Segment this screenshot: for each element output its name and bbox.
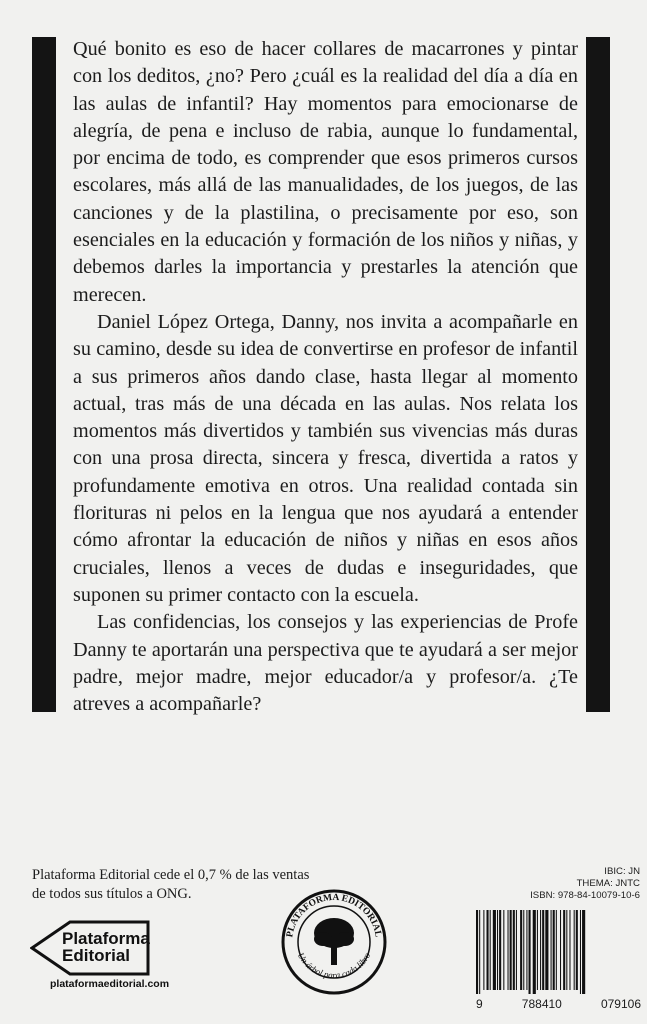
isbn-code: ISBN: 978-84-10079-10-6 bbox=[530, 890, 640, 901]
tree-icon bbox=[314, 918, 354, 965]
donation-note-line-2: de todos sus títulos a ONG. bbox=[32, 886, 192, 902]
barcode-bar bbox=[542, 910, 544, 990]
donation-note-line-1: Plataforma Editorial cede el 0,7 % de las ventas bbox=[32, 867, 310, 883]
barcode-bar bbox=[503, 910, 504, 990]
barcode-bar bbox=[540, 910, 541, 990]
isbn-barcode bbox=[470, 910, 642, 996]
barcode-bar bbox=[476, 910, 478, 994]
barcode-bar bbox=[526, 910, 527, 990]
barcode-bar bbox=[545, 910, 548, 990]
publisher-logo bbox=[30, 918, 220, 996]
barcode-bar bbox=[566, 910, 567, 990]
barcode-bar bbox=[499, 910, 501, 990]
publisher-logo-line-2: Editorial bbox=[62, 946, 131, 965]
barcode-bar bbox=[479, 910, 480, 994]
barcode-bar bbox=[513, 910, 515, 990]
barcode-bar bbox=[487, 910, 489, 990]
publisher-logo-wordmark bbox=[62, 930, 150, 964]
left-decorative-bar bbox=[32, 37, 56, 712]
barcode-digits-group-2: 079106 bbox=[600, 997, 641, 1011]
barcode-bar bbox=[493, 910, 496, 990]
thema-code: THEMA: JNTC bbox=[576, 878, 640, 889]
barcode-bar bbox=[553, 910, 555, 990]
barcode-bar bbox=[582, 910, 585, 994]
barcode-bar bbox=[510, 910, 512, 990]
classification-codes bbox=[470, 866, 640, 902]
barcode-bar bbox=[490, 910, 491, 990]
barcode-bar bbox=[529, 910, 531, 994]
right-decorative-bar bbox=[586, 37, 610, 712]
seal-top-text: PLATAFORMA EDITORIAL bbox=[285, 892, 383, 939]
barcode-bar bbox=[574, 910, 575, 990]
barcode-bar bbox=[560, 910, 561, 990]
seal-bottom-text: Un árbol para cada libro bbox=[295, 950, 373, 981]
blurb-paragraph-2: Daniel López Ortega, Danny, nos invita a acompañarle en su camino, desde su idea de convertirse en profesor de infantil a sus primeros años dando clase, hasta llegar al momento actual, tras más de una década en las aulas. Nos relata los momentos más divertidos y también sus vivencias más duras con una prosa directa, sincera y fresca, divertida a ratos y profundamente emotiva en otros. Una realidad contada sin florituras ni pelos en la lengua que nos ayudará a entender cómo afrontar la educación de niños y niñas en esos años cruciales, llenos a veces de dudas e inseguridades, que suponen su primer contacto con la escuela. bbox=[73, 310, 578, 606]
back-cover-blurb bbox=[73, 36, 578, 718]
barcode-bar bbox=[556, 910, 557, 990]
barcode-digits-group-1: 788410 bbox=[521, 997, 562, 1011]
barcode-bar bbox=[516, 910, 517, 990]
ibic-code: IBIC: JN bbox=[604, 866, 640, 877]
tree-seal bbox=[279, 887, 389, 997]
barcode-bar bbox=[580, 910, 581, 994]
blurb-paragraph-1: Qué bonito es eso de hacer collares de macarrones y pintar con los deditos, ¿no? Pero ¿cuál es la realidad del día a día en las aulas de infantil? Hay momentos para emocionarse de alegría, de pena e incluso de rabia, aunque lo fundamental, por encima de todo, es comprender que esos primeros cursos escolares, más allá de las manualidades, de los juegos, de las canciones y de la plastilina, o precisamente por eso, son esenciales en la educación y formación de los niños y niñas, y debemos darles la importancia y prestarles la atención que merecen. bbox=[73, 38, 578, 306]
barcode-bar bbox=[508, 910, 509, 990]
barcode-bar bbox=[569, 910, 570, 990]
publisher-logo-line-1: Plataforma bbox=[62, 929, 150, 948]
barcode-bar bbox=[563, 910, 565, 990]
barcode-digits bbox=[476, 997, 641, 1011]
blurb-paragraph-3: Las confidencias, los consejos y las experiencias de Profe Danny te aportarán una perspectiva que te ayudará a ser mejor padre, mejor madre, mejor educador/a y profesor/a. ¿Te atreves a acompañarle? bbox=[73, 611, 578, 716]
barcode-bar bbox=[537, 910, 538, 990]
publisher-url: plataformaeditorial.com bbox=[50, 978, 170, 990]
barcode-bar bbox=[551, 910, 552, 990]
barcode-bar bbox=[497, 910, 498, 990]
barcode-bar bbox=[523, 910, 524, 990]
barcode-bar bbox=[576, 910, 578, 990]
barcode-bar bbox=[520, 910, 522, 990]
barcode-bar bbox=[533, 910, 536, 994]
barcode-bar bbox=[483, 910, 484, 990]
barcode-digit-prefix: 9 bbox=[476, 997, 483, 1011]
